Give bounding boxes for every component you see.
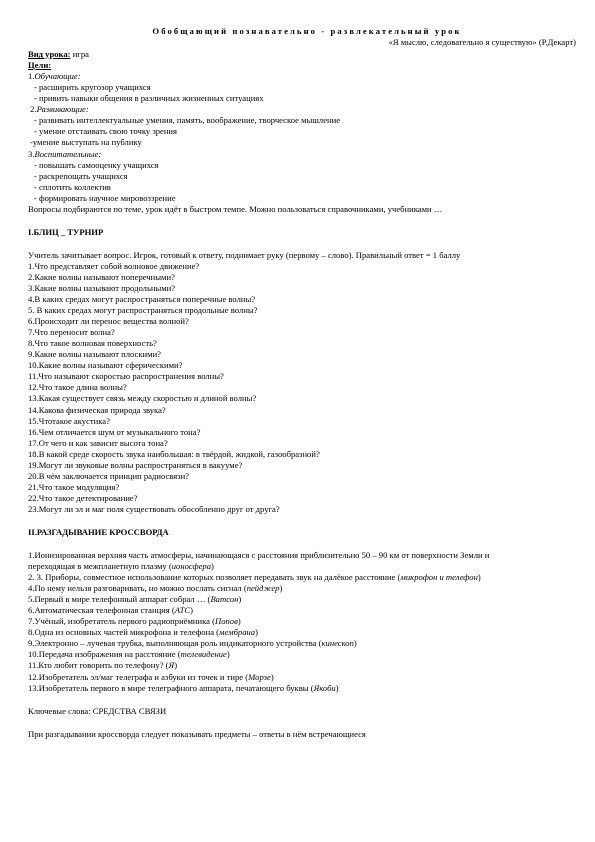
clue-answer: мембрана [219,627,256,638]
clue-closing: ) [238,594,242,605]
question-item: 15.Чтотакое акустика? [28,415,110,426]
question-item: 6.Происходит ли перенос вещества волной? [28,316,189,327]
goal2-label: Развивающие: [36,104,89,115]
clue-closing: ) [255,627,258,638]
document-title: Обобщающий познавательно - развлекательный урок [152,26,462,36]
clue-text: 12.Изобретатель эл/маг телеграфа и азбуки из точек и тире ( [28,671,249,682]
clue-text: переходящая в межпланетную плазму ( [28,561,172,572]
section2-heading: II.РАЗГАДЫВАНИЕ КРОССВОРДА [28,526,169,537]
document-page [28,26,576,740]
crossword-clue [28,605,576,616]
question-item: 4.В каких средах могут распространяться поперечные волны? [28,294,256,305]
section1-rules: Учитель зачитывает вопрос. Игрок, готовый к ответу, поднимает руку (первому – слово). Правильный ответ = 1 баллу [28,249,461,260]
clue-closing: ) [211,561,214,572]
crossword-clue-list [28,550,576,694]
goal3-item: - сплотить коллектив [34,181,111,192]
clue-text: 4.По нему нельзя разговаривать, но можно послать сигнал ( [28,583,247,594]
question-item: 8.Что такое волновая поверхность? [28,338,157,349]
question-item: 12.Что такое длина волны? [28,382,127,393]
clue-closing: ) [190,605,194,616]
crossword-clue [28,638,576,649]
question-item: 17.От чего и как зависит высота тона? [28,437,168,448]
epigraph: «Я мыслю, следовательно я существую» (Р.Декарт) [388,37,576,48]
question-item: 13.Какая существует связь между скоростью и длиной волны? [28,393,257,404]
clue-text: 13.Изобретатель первого в мире телеграфного аппарата, печатающего буквы ( [28,682,314,693]
crossword-clue [28,683,576,694]
clue-text: 6.Автоматическая телефонная станция ( [28,605,175,616]
goals-label: Цели: [28,60,52,71]
section1-heading: I.БЛИЦ _ ТУРНИР [28,226,104,237]
question-item: 1.Что представляет собой волновое движение? [28,260,200,271]
clue-answer: телевидение [180,649,227,660]
goal3-item: - раскрепощать учащихся [34,170,128,181]
question-item: 5. В каких средах могут распространяться продольные волны? [28,305,258,316]
goal2-item: - умение отстаивать свою точку зрения [34,126,177,137]
goal1-heading: 1.Обучающие: [28,71,81,82]
lesson-type-label: Вид урока: [28,49,71,60]
question-item: 9.Какие волны называют плоскими? [28,349,161,360]
clue-answer: Морзе [248,671,271,682]
clue-closing: ) [174,660,178,671]
question-item: 16.Чем отличается шум от музыкального тона? [28,426,201,437]
crossword-clue [28,616,576,627]
goal3-label: Воспитательные: [34,148,102,159]
clue-answer: АТС [174,605,191,616]
crossword-clue [28,594,576,605]
clue-answer: ионосфера [171,561,212,572]
question-item: 7.Что переносит волна? [28,327,115,338]
clue-text: 8.Одна из основных частей микрофона и телефона ( [28,627,220,638]
clue-closing: ) [353,638,357,649]
clue-closing: ) [477,572,481,583]
clue-text: 11.Кто любит говорить по телефону? ( [28,660,169,671]
clue-closing: ) [237,616,241,627]
lesson-type [28,49,576,60]
clue-text: 7.Учёный, изобретатель первого радиоприёмника ( [28,616,215,627]
question-item: 14.Какова физическая природа звука? [28,404,166,415]
keywords-value: СРЕДСТВА СВЯЗИ [90,705,167,716]
intro-note: Вопросы подбираются по теме, урок идёт в быстром темпе. Можно пользоваться справочниками, учебниками … [28,203,443,214]
question-item: 19.Могут ли звуковые волны распространяться в вакууме? [28,459,243,470]
question-list [28,261,576,515]
crossword-clue [28,672,576,683]
clue-text: 1.Ионизированная верхняя часть атмосферы, начинающаяся с расстояния приблизительно 50 – 90 км от поверхности Земли и [28,550,490,561]
crossword-clue [28,572,576,583]
goal1-item: - расширить кругозор учащихся [34,82,151,93]
clue-answer: Я [168,660,175,671]
clue-closing: ) [226,649,230,660]
clue-answer: микрофон и телефон [400,572,478,583]
clue-closing: ) [270,671,274,682]
clue-answer: кинескоп [321,638,354,649]
crossword-clue [28,660,576,671]
clue-answer: Якоби [313,682,336,693]
goal2-item: - развивать интеллектуальные умения, память, воображение, творческое мышление [34,115,341,126]
goal2-item: -умение выступать на публику [30,137,142,148]
clue-closing: ) [279,583,283,594]
clue-answer: пейджер [246,583,280,594]
crossword-clue [28,627,576,638]
goal1-label: Обучающие: [34,71,81,82]
crossword-clue [28,550,576,561]
keywords [28,706,576,717]
question-item: 21.Что такое модуляция? [28,481,120,492]
clue-text: 9.Электронно – лучевая трубка, выполняющая роль индикаторного устройства ( [28,638,322,649]
question-item: 18.В какой среде скорость звука наибольшая: в твёрдой, жидкой, газообразной? [28,448,320,459]
final-note: При разгадывании кроссворда следует показывать предметы – ответы в нём встречающиеся [28,728,366,739]
goal3-heading: 3.Воспитательные: [28,148,102,159]
question-item: 3.Какие волны называют продольными? [28,282,176,293]
goal3-item: - повышать самооценку учащихся [34,159,159,170]
goal3-item: - формировать научное мировоззрение [34,192,176,203]
lesson-type-value: игра [70,49,89,60]
clue-answer: Ватсон [210,594,239,605]
clue-text: 10.Передача изображения на расстояние ( [28,649,181,660]
question-item: 2.Какие волны называют поперечными? [28,271,175,282]
crossword-clue [28,649,576,660]
question-item: 23.Могут ли эл и маг поля существовать обособленно друг от друга? [28,503,280,514]
question-item: 20.В чём заключается принцип радиосвязи? [28,470,189,481]
keywords-label: Ключевые слова: [28,705,91,716]
clue-text: 2. 3. Приборы, совместное использование которых позволяет передавать звук на далёкое расстояние ( [28,572,401,583]
clue-closing: ) [335,682,339,693]
goal2-heading: 2.Развивающие: [28,104,89,115]
clue-answer: Попов [215,616,238,627]
question-item: 10.Какие волны называют сферическими? [28,360,183,371]
question-item: 22.Что такое детектирование? [28,492,138,503]
question-item: 11.Что называют скоростью распространения волны? [28,371,224,382]
crossword-clue [28,561,576,572]
clue-text: 5.Первый в мире телефонный аппарат собрал … ( [28,594,211,605]
crossword-clue [28,583,576,594]
goal1-item: - привить навыки общения в различных жизненных ситуациях [34,93,264,104]
